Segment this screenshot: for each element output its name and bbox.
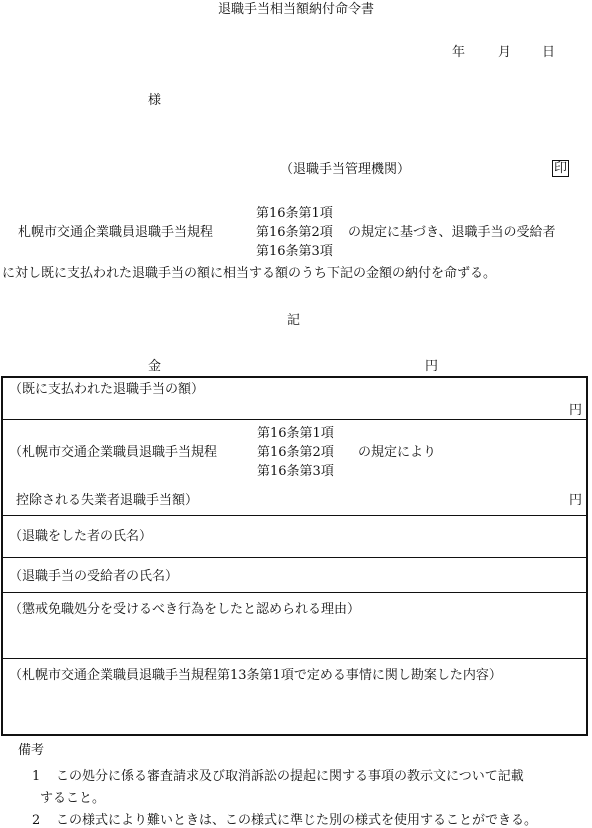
deduction-article-1: 第16条第1項 [257,426,334,441]
recipient-name-label: （退職手当の受給者の氏名） [9,569,179,584]
document-title: 退職手当相当額納付命令書 [217,2,374,17]
paid-amount-label: （既に支払われた退職手当の額） [9,382,205,397]
deduction-prefix: （札幌市交通企業職員退職手当規程 [9,445,218,460]
note-2-text: この様式により難いときは、この様式に準じた別の様式を使用することができる。 [56,813,538,828]
amount-unit: 円 [425,359,439,374]
clause-article-3: 第16条第3項 [256,244,333,259]
deduction-suffix: の規定により [358,445,437,460]
date-month-label: 月 [498,45,512,60]
clause-article-2: 第16条第2項 [256,225,333,240]
paid-amount-unit: 円 [569,403,583,418]
note-2-number: 2 [32,813,41,828]
row-divider [3,658,586,659]
clause-tail: の規定に基づき、退職手当の受給者 [348,225,556,240]
deduction-unit: 円 [569,493,583,508]
considered-label: （札幌市交通企業職員退職手当規程第13条第1項で定める事情に関し勘案した内容） [9,668,502,683]
clause-rule-name: 札幌市交通企業職員退職手当規程 [18,225,214,240]
notes-heading: 備考 [18,743,45,758]
authority-label: （退職手当管理機関） [280,162,411,177]
clause-line-2: に対し既に支払われた退職手当の額に相当する額のうち下記の金額の納付を命ずる。 [2,266,497,281]
row-divider [3,515,586,516]
seal-mark [552,160,569,177]
ki-heading: 記 [287,313,301,328]
row-divider [3,592,586,593]
row-divider [3,557,586,558]
deduction-article-2: 第16条第2項 [257,445,334,460]
retiree-name-label: （退職をした者の氏名） [9,529,153,544]
addressee-suffix: 様 [148,93,162,108]
details-table [1,376,588,736]
date-year-label: 年 [452,45,466,60]
note-1-number: 1 [32,769,41,784]
date-day-label: 日 [542,45,556,60]
deduction-label-2: 控除される失業者退職手当額） [16,493,199,508]
note-1-text: この処分に係る審査請求及び取消訴訟の提起に関する事項の教示文について記載 [56,769,524,784]
note-1-text-continued: すること。 [40,791,106,806]
row-divider [3,419,586,420]
seal-text: 印 [554,161,568,176]
amount-label: 金 [148,359,162,374]
deduction-article-3: 第16条第3項 [257,464,334,479]
clause-article-1: 第16条第1項 [256,206,333,221]
reason-label: （懲戒免職処分を受けるべき行為をしたと認められる理由） [9,602,361,617]
